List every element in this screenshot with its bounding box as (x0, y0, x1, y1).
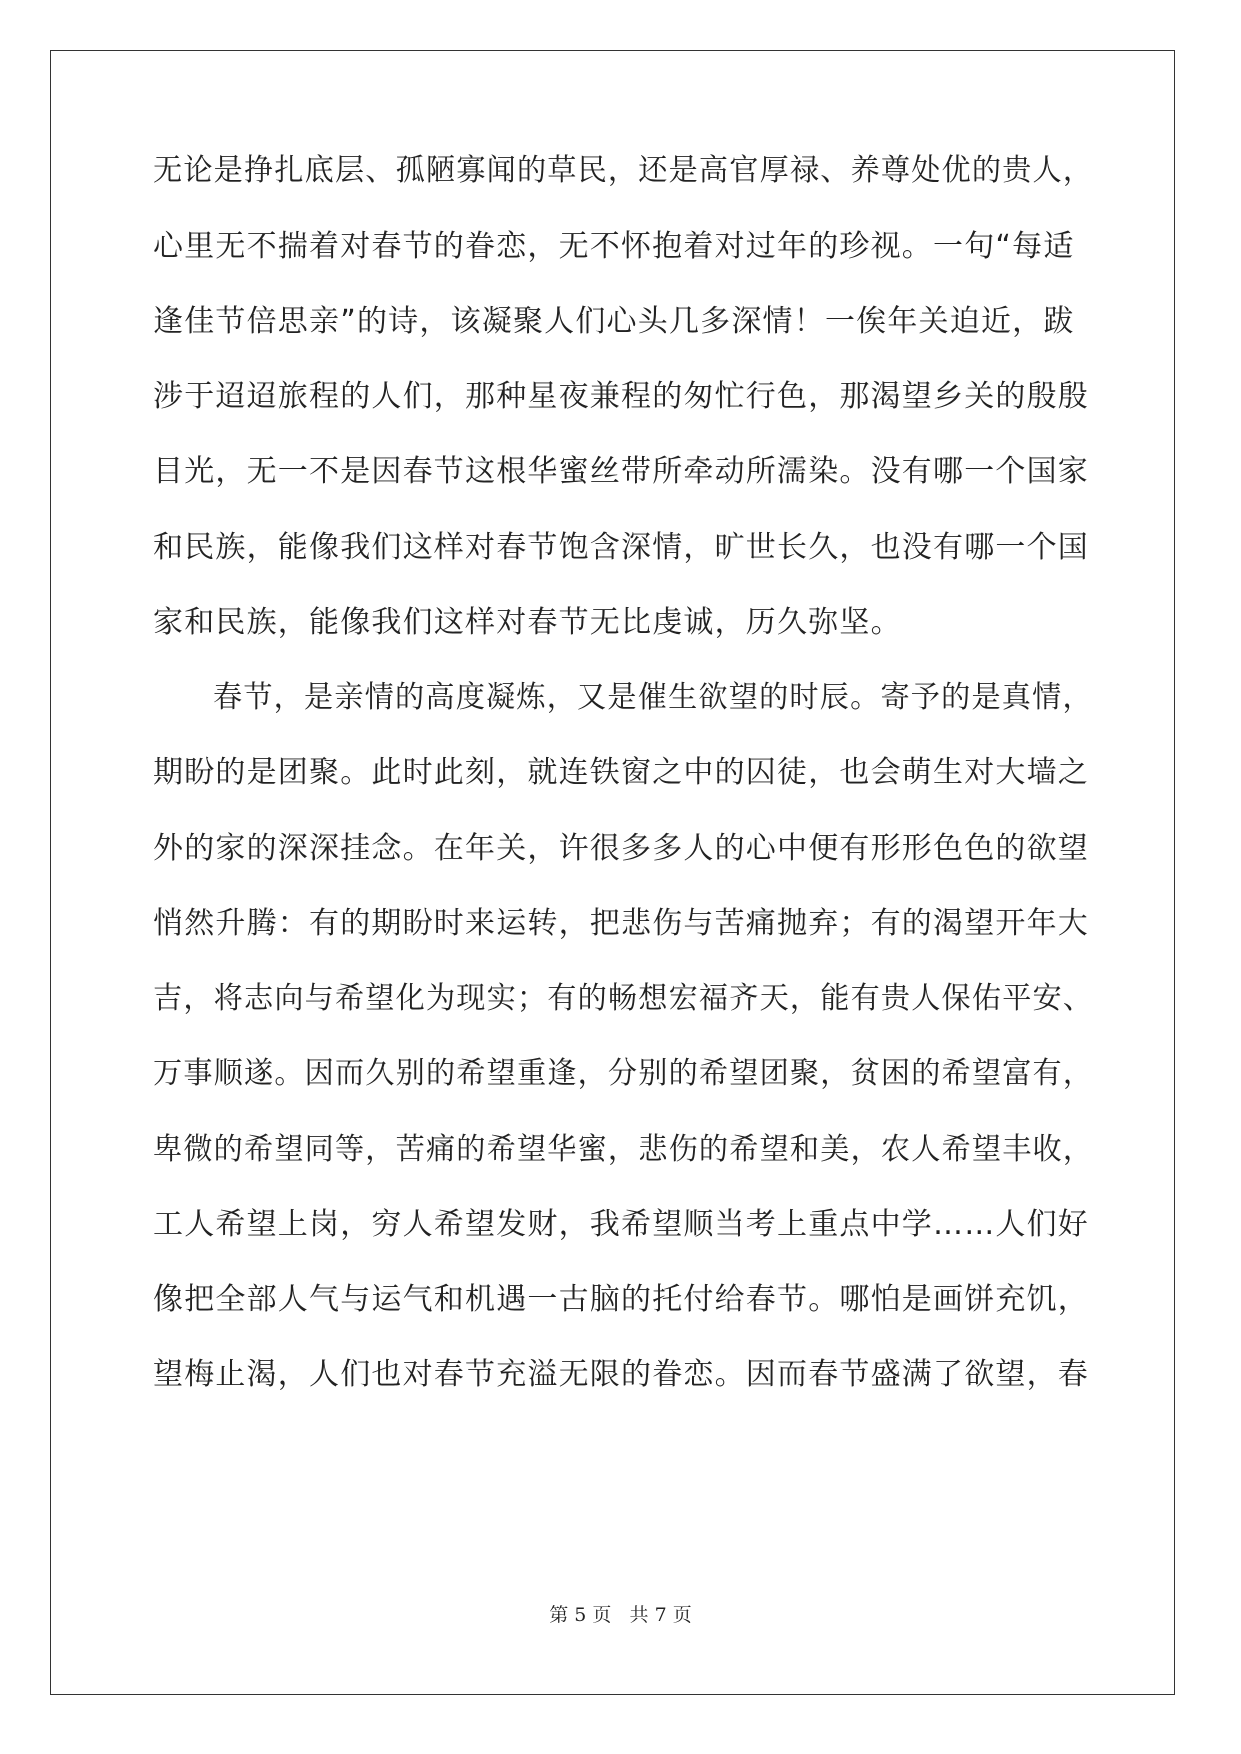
body-line-12: 吉，将志向与希望化为现实；有的畅想宏福齐天，能有贵人保佑平安、 (153, 981, 1094, 1016)
page-border (50, 50, 1175, 1695)
body-line-14: 卑微的希望同等，苦痛的希望华蜜，悲伤的希望和美，农人希望丰收， (153, 1132, 1094, 1167)
body-line-2: 心里无不揣着对春节的眷恋，无不怀抱着对过年的珍视。一句“每适 (153, 229, 1075, 264)
body-line-17: 望梅止渴，人们也对春节充溢无限的眷恋。因而春节盛满了欲望，春 (153, 1357, 1089, 1392)
body-line-9: 期盼的是团聚。此时此刻，就连铁窗之中的囚徒，也会萌生对大墙之 (153, 755, 1089, 790)
body-line-6: 和民族，能像我们这样对春节饱含深情，旷世长久，也没有哪一个国 (153, 530, 1089, 565)
body-line-16: 像把全部人气与运气和机遇一古脑的托付给春节。哪怕是画饼充饥， (153, 1282, 1089, 1317)
body-line-7: 家和民族，能像我们这样对春节无比虔诚，历久弥坚。 (153, 605, 902, 640)
body-line-4: 涉于迢迢旅程的人们，那种星夜兼程的匆忙行色，那渴望乡关的殷殷 (153, 379, 1089, 414)
body-line-8: 春节，是亲情的高度凝炼，又是催生欲望的时辰。寄予的是真情， (213, 680, 1093, 715)
body-line-3: 逢佳节倍思亲”的诗，该凝聚人们心头几多深情！一俟年关迫近，跋 (153, 304, 1075, 339)
body-line-1: 无论是挣扎底层、孤陋寡闻的草民，还是高官厚禄、养尊处优的贵人， (153, 153, 1094, 188)
body-line-5: 目光，无一不是因春节这根华蜜丝带所牵动所濡染。没有哪一个国家 (153, 454, 1089, 489)
body-line-13: 万事顺遂。因而久别的希望重逢，分别的希望团聚，贫困的希望富有， (153, 1056, 1094, 1091)
body-line-11: 悄然升腾：有的期盼时来运转，把悲伤与苦痛抛弃；有的渴望开年大 (153, 906, 1089, 941)
page-number-footer: 第 5 页 共 7 页 (549, 1604, 692, 1626)
body-line-15: 工人希望上岗，穷人希望发财，我希望顺当考上重点中学……人们好 (153, 1207, 1089, 1242)
body-line-10: 外的家的深深挂念。在年关，许很多多人的心中便有形形色色的欲望 (153, 831, 1089, 866)
